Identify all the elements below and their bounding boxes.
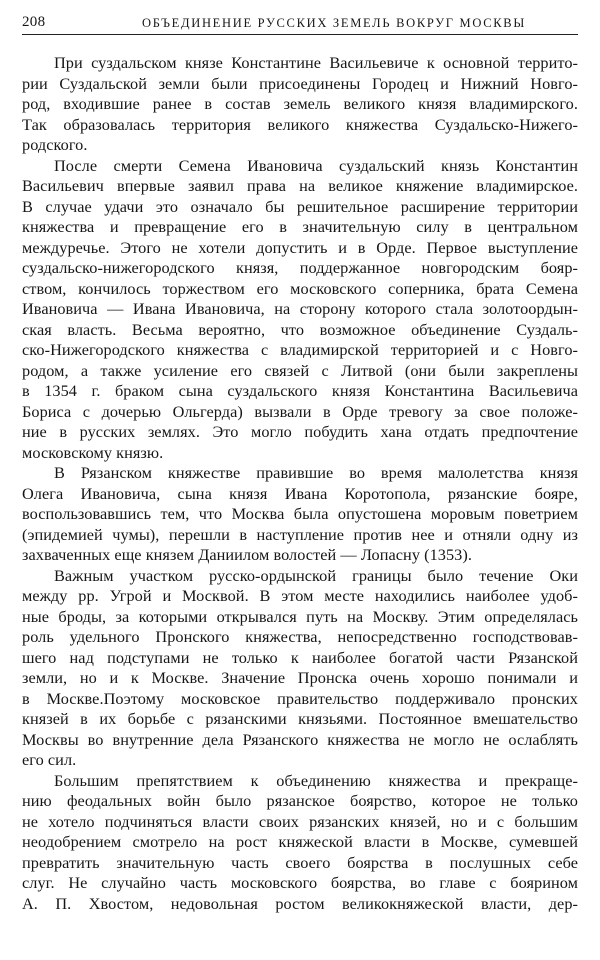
- text-line: Васильевич впервые заявил права на великое княжение владимирское.: [22, 176, 578, 195]
- text-line: слуг. Не случайно часть московского боярства, во главе с боярином: [22, 873, 578, 892]
- text-line: нию феодальных войн было рязанское боярство, которое не только: [22, 791, 578, 810]
- text-line: князей в их борьбе с рязанскими князьями. Постоянное вмешательство: [22, 709, 578, 728]
- text-line: Бориса с дочерью Ольгерда) вызвали в Орде тревогу за свое положе-: [22, 401, 578, 421]
- text-line: шего над подступами не только к наиболее богатой части Рязанской: [22, 647, 578, 667]
- text-line: рии Суздальской земли были присоединены Городец и Нижний Новго-: [22, 73, 578, 93]
- text-line: ные броды, за которыми открывался путь на Москву. Этим определялась: [22, 606, 578, 626]
- page-header: [22, 10, 578, 35]
- text-line: роль удельного Пронского княжества, непосредственно господствовав-: [22, 627, 578, 646]
- text-line: Важным участком русско-ордынской границы было течение Оки: [54, 565, 578, 585]
- text-line: ская власть. Весьма вероятно, что возможное объединение Суздаль-: [22, 319, 578, 339]
- text-line: захваченных еще князем Даниилом волостей — Лопасну (1353).: [22, 545, 472, 564]
- paragraph: [22, 566, 578, 771]
- text-line: ние в русских землях. Это могло побудить хана отдать предпочтение: [22, 422, 578, 441]
- text-line: княжества и превращение его в значительную силу в центральном: [22, 217, 578, 236]
- text-line: ско-Нижегородского княжества с владимирской территорией и с Новго-: [22, 340, 578, 359]
- text-line: московскому князю.: [22, 442, 164, 462]
- text-line: род, входившие ранее в состав земель великого князя владимирского.: [22, 94, 578, 113]
- text-line: его сил.: [22, 750, 77, 769]
- text-line: ством, кончилось торжеством его московского соперника, брата Семена: [22, 278, 578, 298]
- text-line: Ивановича — Ивана Ивановича, на сторону которого стала золотоордын-: [22, 299, 578, 318]
- text-line: А. П. Хвостом, недовольная ростом великокняжеской власти, дер-: [22, 893, 578, 913]
- text-line: При суздальском князе Константине Васильевиче к основной террито-: [54, 53, 578, 72]
- text-line: не хотело подчиняться власти своих рязанских князей, но и с большим: [22, 811, 578, 831]
- text-line: превратить значительную часть своего боярства в послушных себе: [22, 852, 578, 872]
- text-line: родского.: [22, 135, 88, 154]
- body-text: [22, 53, 578, 914]
- text-line: воспользовавшись тем, что Москва была опустошена моровым поветрием: [22, 504, 578, 523]
- text-line: Москвы во внутренние дела Рязанского княжества не могло не ослаблять: [22, 729, 578, 749]
- text-line: между рр. Угрой и Москвой. В этом месте находились наиболее удоб-: [22, 586, 578, 605]
- text-line: Олега Ивановича, сына князя Ивана Коротопола, рязанские бояре,: [22, 483, 578, 503]
- paragraph: [22, 156, 578, 464]
- text-line: Большим препятствием к объединению княжества и прекраще-: [54, 770, 578, 790]
- text-line: земли, но и к Москве. Значение Пронска очень хорошо понимали и: [22, 668, 578, 687]
- text-line: суздальско-нижегородского князя, поддержанное новгородским бояр-: [22, 258, 578, 277]
- text-line: (эпидемией чумы), перешли в наступление против нее и отняли одну из: [22, 524, 578, 544]
- text-line: После смерти Семена Ивановича суздальский князь Константин: [54, 155, 578, 175]
- page-number: 208: [22, 14, 46, 30]
- text-line: в 1354 г. браком сына суздальского князя Константина Васильевича: [22, 381, 578, 400]
- paragraph: [22, 463, 578, 566]
- text-line: родом, а также усиление его связей с Литвой (они были закреплены: [22, 360, 578, 380]
- text-line: В Рязанском княжестве правившие во время малолетства князя: [54, 463, 578, 482]
- paragraph: [22, 53, 578, 156]
- book-page: [22, 10, 578, 914]
- running-title: ОБЪЕДИНЕНИЕ РУССКИХ ЗЕМЕЛЬ ВОКРУГ МОСКВЫ: [142, 16, 526, 30]
- text-line: междуречье. Этого не хотели допустить и в Орде. Первое выступление: [22, 237, 578, 257]
- text-line: В случае удачи это означало бы решительное расширение территории: [22, 196, 578, 216]
- text-line: неодобрением смотрело на рост княжеской власти в Москве, сумевшей: [22, 832, 578, 851]
- text-line: в Москве.Поэтому московское правительство поддерживало пронских: [22, 688, 578, 708]
- text-line: Так образовалась территория великого княжества Суздальско-Нижего-: [22, 114, 578, 134]
- paragraph: [22, 771, 578, 915]
